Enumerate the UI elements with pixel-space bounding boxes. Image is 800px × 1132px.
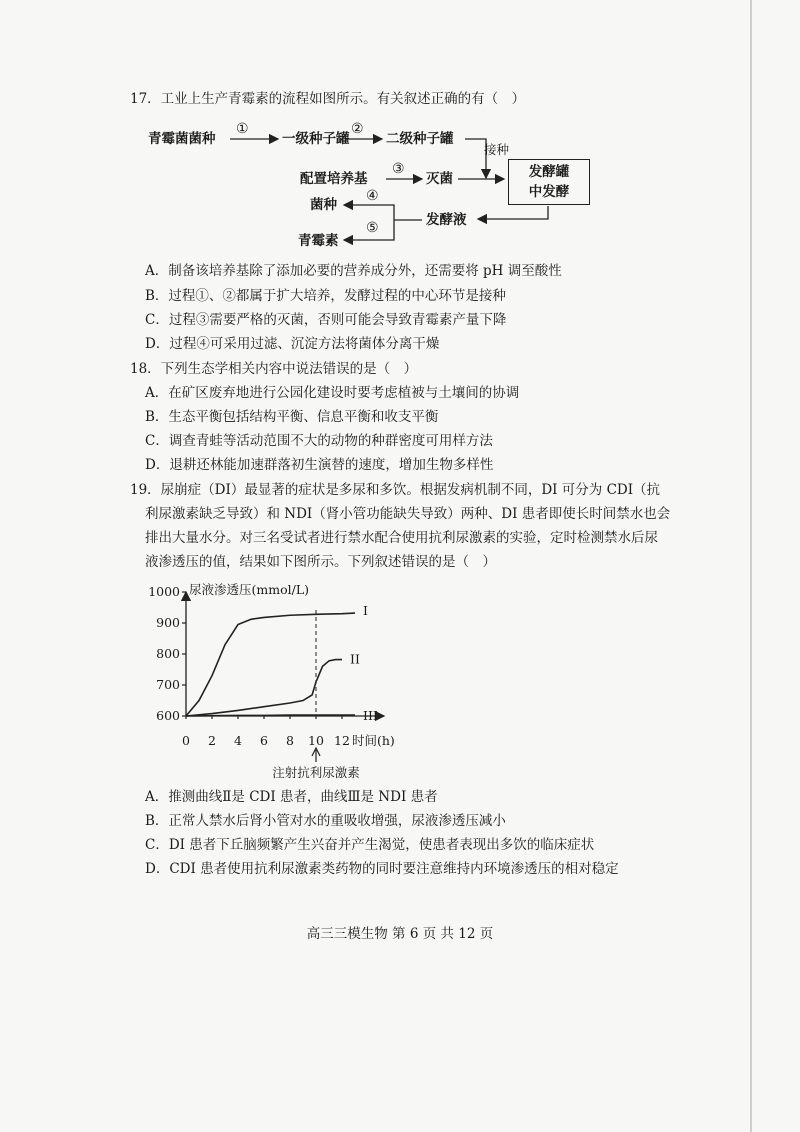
q18-option-c: C．调查青蛙等活动范围不大的动物的种群密度可用样方法	[145, 433, 493, 449]
q17-option-d: D．过程④可采用过滤、沉淀方法将菌体分离干燥	[145, 336, 440, 352]
q18-option-d: D．退耕还林能加速群落初生演替的速度，增加生物多样性	[145, 457, 494, 473]
series-line-i	[186, 613, 355, 716]
q19-stem-line2: 利尿激素缺乏导致）和 NDI（肾小管功能缺失导致）两种、DI 患者即使长时间禁水也会	[145, 506, 671, 522]
fermenter-line1: 发酵罐	[528, 164, 570, 180]
y-tick-label: 600	[156, 708, 180, 723]
q19-option-b: B．正常人禁水后肾小管对水的重吸收增强，尿液渗透压减小	[145, 813, 506, 829]
node-seed2: 二级种子罐	[386, 131, 454, 147]
page-footer: 高三三模生物 第 6 页 共 12 页	[306, 926, 494, 942]
y-tick-label: 800	[156, 646, 180, 661]
x-tick-label: 8	[286, 733, 294, 748]
node-medium: 配置培养基	[300, 171, 368, 187]
node-mycelium: 菌种	[310, 197, 337, 213]
node-strain: 青霉菌菌种	[148, 131, 216, 147]
q17-stem: 17．工业上生产青霉素的流程如图所示。有关叙述正确的有（ ）	[130, 91, 526, 107]
y-axis-label: 尿液渗透压(mmol/L)	[189, 582, 309, 597]
node-sterilize: 灭菌	[426, 171, 453, 187]
y-tick-label: 700	[156, 677, 180, 692]
x-axis-label: 时间(h)	[352, 733, 395, 748]
step-3: ③	[392, 161, 405, 177]
injection-annotation: 注射抗利尿激素	[272, 765, 360, 780]
series-line-iii	[186, 715, 355, 716]
series-label-i: I	[363, 603, 368, 619]
step-4: ④	[366, 188, 379, 204]
x-tick-label: 0	[182, 733, 190, 748]
series-line-ii	[186, 660, 342, 716]
q18-option-b: B．生态平衡包括结构平衡、信息平衡和收支平衡	[145, 409, 439, 425]
q17-option-b: B．过程①、②都属于扩大培养，发酵过程的中心环节是接种	[145, 288, 506, 304]
step-5: ⑤	[366, 220, 379, 236]
x-tick-label: 12	[334, 733, 350, 748]
step-1: ①	[236, 121, 249, 137]
q17-option-c: C．过程③需要严格的灭菌，否则可能会导致青霉素产量下降	[145, 312, 507, 328]
step-2: ②	[351, 121, 364, 137]
series-label-ii: II	[350, 651, 360, 667]
series-label-iii: III	[363, 708, 378, 724]
x-tick-label: 6	[260, 733, 268, 748]
q17-option-a: A．制备该培养基除了添加必要的营养成分外，还需要将 pH 调至酸性	[145, 263, 562, 279]
node-seed1: 一级种子罐	[282, 131, 350, 147]
q19-stem-line3: 排出大量水分。对三名受试者进行禁水配合使用抗利尿激素的实验，定时检测禁水后尿	[145, 530, 658, 546]
x-tick-label: 10	[308, 733, 324, 748]
q19-stem-line1: 19．尿崩症（DI）最显著的症状是多尿和多饮。根据发病机制不同，DI 可分为 CDI（抗	[130, 482, 661, 498]
q19-option-a: A．推测曲线Ⅱ是 CDI 患者，曲线Ⅲ是 NDI 患者	[145, 789, 438, 805]
node-broth: 发酵液	[426, 212, 467, 228]
x-tick-label: 2	[208, 733, 216, 748]
q19-option-c: C．DI 患者下丘脑频繁产生兴奋并产生渴觉，使患者表现出多饮的临床症状	[145, 837, 595, 853]
x-tick-label: 4	[234, 733, 242, 748]
q18-stem: 18．下列生态学相关内容中说法错误的是（ ）	[130, 361, 418, 377]
inoculate-label: 接种	[484, 142, 510, 157]
y-tick-label: 1000	[148, 584, 180, 599]
y-tick-label: 900	[156, 615, 180, 630]
node-penicillin: 青霉素	[298, 233, 339, 249]
q19-option-d: D．CDI 患者使用抗利尿激素类药物的同时要注意维持内环境渗透压的相对稳定	[145, 861, 619, 877]
q18-option-a: A．在矿区废弃地进行公园化建设时要考虑植被与土壤间的协调	[145, 385, 520, 401]
q19-stem-line4: 液渗透压的值，结果如下图所示。下列叙述错误的是（ ）	[145, 554, 496, 570]
fermenter-line2: 中发酵	[528, 184, 570, 200]
